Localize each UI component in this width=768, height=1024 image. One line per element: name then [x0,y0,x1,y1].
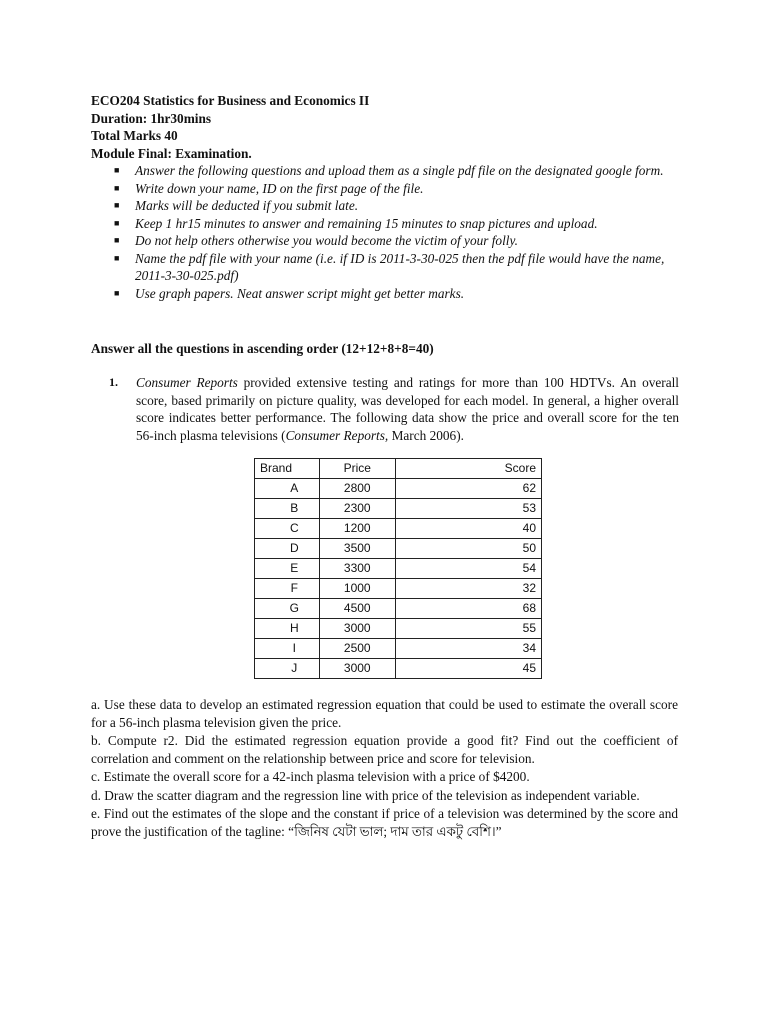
instruction-item: ■ Keep 1 hr15 minutes to answer and remaining 15 minutes to snap pictures and upload. [114,215,598,231]
question-parts [91,696,678,841]
instruction-item: ■ Answer the following questions and upload them as a single pdf file on the designated google form. [114,163,664,178]
instruction-item: ■ Use graph papers. Neat answer script might get better marks. [114,285,465,301]
course-title: ECO204 Statistics for Business and Economics II [91,93,370,108]
table-row: H 3000 55 [255,619,542,639]
column-header-price: Price [319,459,395,479]
table-row: G 4500 68 [255,599,542,619]
table-row: A 2800 62 [255,479,542,499]
bullet-icon: ■ [114,252,120,263]
question-1-text: Consumer Reports provided extensive testing and ratings for more than 100 HDTVs. An overall score, based primarily on picture quality, was developed for each model. In general, a higher overall score indicates better performance. The following data show the price and overall score for the ten 56-inch plasma televisions (Consumer Reports, March 2006). [136,375,679,443]
table-row: D 3500 50 [255,539,542,559]
table-row: I 2500 34 [255,639,542,659]
table-row: C 1200 40 [255,519,542,539]
question-number: 1. [109,375,118,389]
instruction-item: ■ Write down your name, ID on the first page of the file. [114,180,424,196]
instruction-item: ■ Marks will be deducted if you submit late. [114,198,359,213]
table-row: F 1000 32 [255,579,542,599]
duration-line: Duration: 1hr30mins [91,110,212,126]
part-b: b. Compute r2. Did the estimated regression equation provide a good fit? Find out the coefficient of correlation and comment on the relationship between price and score for television. [91,733,678,766]
table-row: J 3000 45 [255,659,542,679]
total-marks-line: Total Marks 40 [91,128,178,143]
bullet-icon: ■ [114,200,120,210]
table-row: E 3300 54 [255,559,542,579]
table-header-row [255,459,542,479]
instruction-item: ■ Name the pdf file with your name (i.e. if ID is 2011-3-30-025 then the pdf file would have the name, 2011-3-30-025.pdf) [114,250,665,283]
bullet-icon: ■ [114,235,120,245]
column-header-score: Score [395,459,541,479]
instruction-list [114,162,694,302]
part-d: d. Draw the scatter diagram and the regression line with price of the television as independent variable. [91,787,640,803]
price-score-table [254,458,542,679]
bullet-icon: ■ [114,182,120,193]
part-c: c. Estimate the overall score for a 42-inch plasma television with a price of $4200. [91,769,530,784]
instruction-item: ■ Do not help others otherwise you would become the victim of your folly. [114,233,518,248]
part-e: e. Find out the estimates of the slope and the constant if price of a television was determined by the score and prove the justification of the tagline: “জিনিষ যেটা ভাল; দাম তার একটু বেশি।” [91,806,678,839]
table-row: B 2300 53 [255,499,542,519]
answer-instruction: Answer all the questions in ascending order (12+12+8+8=40) [91,341,434,356]
source-name: Consumer Reports [136,375,238,390]
question-1 [111,374,679,444]
part-a: a. Use these data to develop an estimated regression equation that could be used to estimate the overall score for a 56-inch plasma television given the price. [91,697,678,730]
module-line: Module Final: Examination. [91,145,252,161]
citation: Consumer Reports, [285,427,389,443]
bullet-icon: ■ [114,217,120,228]
bullet-icon: ■ [114,287,120,298]
exam-header [91,92,691,162]
column-header-brand: Brand [255,459,320,479]
bullet-icon: ■ [114,165,120,175]
